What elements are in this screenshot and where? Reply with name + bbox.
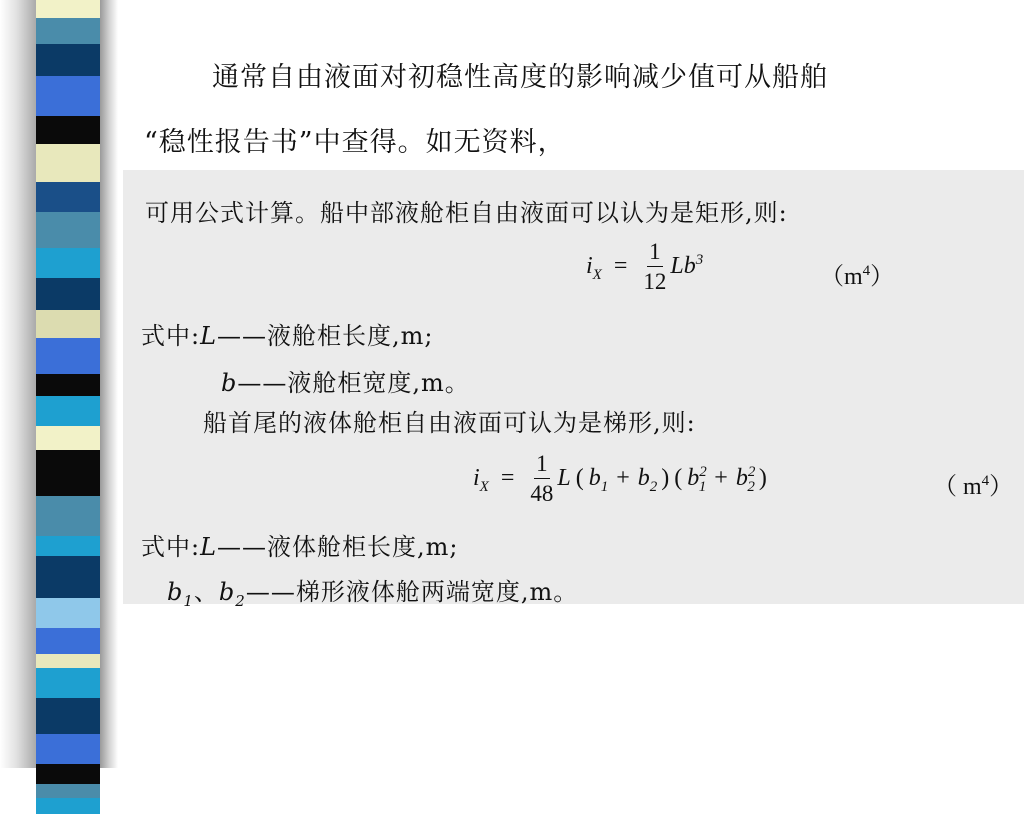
formula2-L: L (557, 465, 571, 491)
stripe-segment (36, 654, 100, 668)
stripe-segment (36, 144, 100, 182)
stripe-segment (36, 698, 100, 734)
stripe-segment (36, 536, 100, 556)
decorative-stripe-bar (0, 0, 118, 768)
stripe-column (36, 0, 100, 768)
stripe-segment (36, 598, 100, 628)
formula1-L: L (670, 253, 684, 279)
stripe-segment (36, 44, 100, 76)
stripe-segment (36, 310, 100, 338)
formula-panel (123, 170, 1024, 610)
where1-length-line: 式中:L——液舱柜长度,m; (141, 322, 434, 350)
stripe-segment (36, 374, 100, 396)
formula1-fraction: $\frac{1}{12}$ (643, 239, 667, 294)
stripe-segment (36, 0, 100, 18)
stripe-segment (36, 212, 100, 248)
stripe-segment (36, 182, 100, 212)
stripe-segment (36, 76, 100, 116)
formula1-equals: = (613, 253, 628, 279)
formula-trapezoid: $i_X$ = $\frac{1}{48}$ L ( $b_1$ + $b_2$ ) ( $b^2_1$ + $b^2_2$ ) (473, 451, 767, 506)
stripe-segment (36, 764, 100, 784)
formula2-fraction: $\frac{1}{48}$ (530, 451, 554, 506)
stripe-segment (36, 278, 100, 310)
formula-rectangle (586, 240, 703, 293)
stripe-shadow-left (0, 0, 36, 768)
stripe-shadow-right (100, 0, 118, 768)
intro-line-1: 通常自由液面对初稳性高度的影响减少值可从船舶 (212, 62, 828, 93)
stripe-segment (36, 668, 100, 698)
stripe-segment (36, 426, 100, 450)
formula1-unit: $(m^4)$ (820, 263, 895, 290)
formula2-unit: （ $m^4$） (933, 473, 1014, 500)
stripe-segment (36, 556, 100, 598)
where1-width-line: b——液舱柜宽度,m。 (221, 369, 470, 397)
formula1-lhs: $i_X$ (586, 253, 602, 283)
formula2-equals: = (500, 465, 515, 491)
stripe-segment (36, 18, 100, 44)
stripe-segment (36, 338, 100, 374)
where2-length-line: 式中:L——液体舱柜长度,m; (141, 533, 459, 561)
stripe-segment (36, 496, 100, 536)
formula1-b-cubed: $b^3$ (683, 252, 704, 279)
stripe-segment (36, 628, 100, 654)
formula-intro-text: 可用公式计算。船中部液舱柜自由液面可以认为是矩形,则: (145, 199, 788, 227)
stripe-segment (36, 734, 100, 764)
stripe-segment (36, 798, 100, 814)
formula2-lhs: $i_X$ (473, 465, 489, 495)
intro-line-2: “稳性报告书”中查得。如无资料， (144, 127, 566, 158)
trapezoid-intro-text: 船首尾的液体舱柜自由液面可认为是梯形,则: (203, 409, 696, 437)
stripe-segment (36, 784, 100, 798)
stripe-segment (36, 116, 100, 144)
stripe-segment (36, 248, 100, 278)
stripe-segment (36, 450, 100, 496)
stripe-segment (36, 396, 100, 426)
where2-width-line: $b_1$、$b_2——$梯形液体舱两端宽度,m。 (167, 578, 579, 610)
